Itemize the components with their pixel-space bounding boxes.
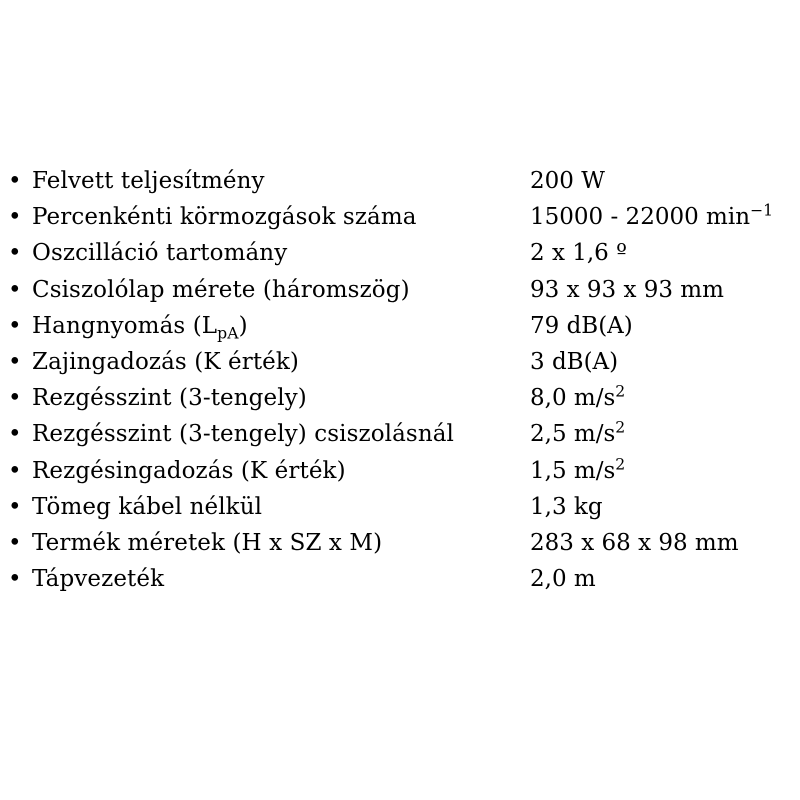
spec-label: Termék méretek (H x SZ x M) bbox=[32, 529, 383, 556]
spec-value-wrap bbox=[530, 453, 625, 489]
spec-value-wrap bbox=[530, 416, 625, 452]
bullet-icon: • bbox=[8, 240, 22, 267]
spec-value: 200 W bbox=[530, 168, 605, 194]
spec-value: 1,5 m/s bbox=[530, 457, 616, 484]
bullet-icon: • bbox=[8, 312, 22, 339]
spec-value-exponent: −1 bbox=[750, 200, 774, 220]
spec-value-exponent: 2 bbox=[615, 453, 626, 473]
spec-row-dimensions bbox=[8, 525, 800, 561]
spec-value: 2 x 1,6 º bbox=[530, 240, 627, 267]
spec-row-vibration bbox=[8, 380, 800, 416]
spec-value-exponent: 2 bbox=[615, 417, 626, 437]
bullet-icon: • bbox=[8, 204, 22, 231]
spec-label: Rezgésszint (3-tengely) bbox=[32, 385, 307, 412]
spec-row-orbit-speed bbox=[8, 199, 800, 235]
spec-label-subscript: pA bbox=[217, 323, 239, 343]
bullet-icon: • bbox=[8, 276, 22, 303]
spec-value: 3 dB(A) bbox=[530, 348, 619, 375]
spec-row-cable bbox=[8, 561, 800, 597]
spec-label: Csiszolólap mérete (háromszög) bbox=[32, 276, 410, 303]
spec-label: Oszcilláció tartomány bbox=[32, 240, 288, 267]
spec-value: 1,3 kg bbox=[530, 493, 603, 520]
spec-value: 79 dB(A) bbox=[530, 312, 633, 339]
spec-value: 2,0 m bbox=[530, 566, 596, 593]
spec-row-weight bbox=[8, 489, 800, 525]
spec-value-wrap bbox=[530, 380, 625, 416]
spec-row-noise-uncertainty bbox=[8, 344, 800, 380]
spec-label: Tömeg kábel nélkül bbox=[32, 493, 263, 520]
spec-value: 2,5 m/s bbox=[530, 421, 616, 448]
bullet-icon: • bbox=[8, 348, 22, 375]
bullet-icon: • bbox=[8, 566, 22, 593]
bullet-icon: • bbox=[8, 529, 22, 556]
spec-label: Rezgésingadozás (K érték) bbox=[32, 457, 346, 484]
bullet-icon: • bbox=[8, 168, 22, 194]
spec-value: 8,0 m/s bbox=[530, 385, 616, 412]
bullet-icon: • bbox=[8, 421, 22, 448]
spec-label: Felvett teljesítmény bbox=[32, 168, 265, 194]
spec-label: Hangnyomás (L bbox=[32, 312, 218, 339]
spec-value: 93 x 93 x 93 mm bbox=[530, 276, 724, 303]
spec-label: Tápvezeték bbox=[32, 566, 165, 593]
spec-row-vibration-sanding bbox=[8, 416, 800, 452]
spec-value-exponent: 2 bbox=[615, 381, 626, 401]
bullet-icon: • bbox=[8, 457, 22, 484]
spec-label-close: ) bbox=[238, 312, 248, 339]
spec-row-oscillation bbox=[8, 235, 800, 271]
spec-value-wrap bbox=[530, 199, 773, 235]
spec-row-sound-pressure bbox=[8, 308, 800, 344]
spec-value: 283 x 68 x 98 mm bbox=[530, 529, 739, 556]
spec-label-wrap bbox=[32, 308, 530, 344]
spec-row-pad-size bbox=[8, 272, 800, 308]
spec-label: Rezgésszint (3-tengely) csiszolásnál bbox=[32, 421, 455, 448]
spec-row-vibration-uncertainty bbox=[8, 453, 800, 489]
spec-label: Percenkénti körmozgások száma bbox=[32, 204, 417, 231]
spec-list bbox=[8, 163, 800, 597]
spec-label: Zajingadozás (K érték) bbox=[32, 348, 299, 375]
bullet-icon: • bbox=[8, 493, 22, 520]
bullet-icon: • bbox=[8, 385, 22, 412]
spec-value: 15000 - 22000 min bbox=[530, 204, 751, 231]
spec-row-power bbox=[8, 163, 800, 199]
